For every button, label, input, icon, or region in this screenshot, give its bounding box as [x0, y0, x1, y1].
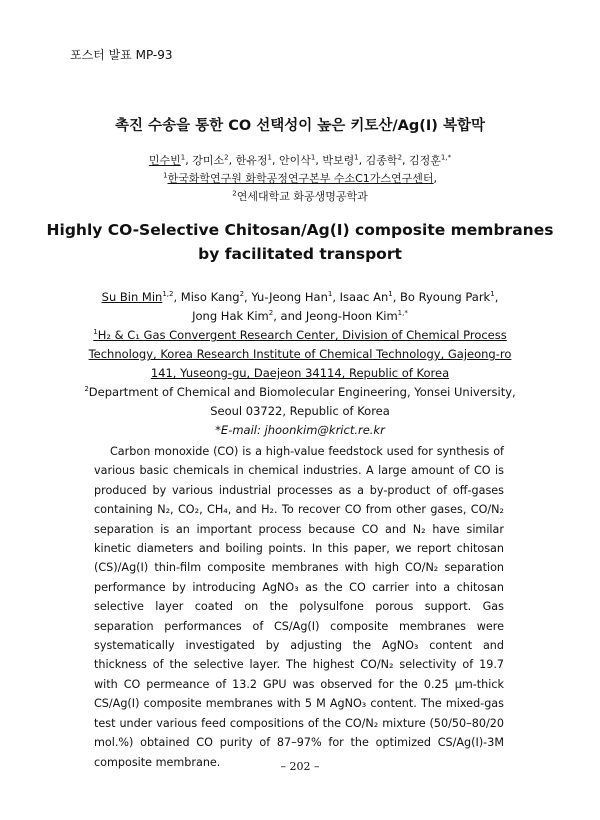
corresponding-email: *E-mail: jhoonkim@krict.re.kr: [215, 423, 385, 437]
english-authors-line-2: Jong Hak Kim$^2$, and Jeong-Hoon Kim$^{1,*}$: [192, 309, 408, 323]
korean-author-sup: 1,*: [440, 153, 452, 162]
english-author-sup: 1,2: [162, 290, 174, 299]
english-author-sup: 2: [239, 290, 245, 299]
english-author-sup: 2: [268, 309, 274, 318]
english-aff1-sup: 1: [93, 328, 98, 337]
english-author-name: Bo Ryoung Park: [400, 290, 491, 304]
korean-author-name: 민수빈: [148, 154, 181, 167]
english-affiliation-1-line-2: Technology, Korea Research Institute of Chemical Technology, Gajeong-ro: [88, 347, 512, 361]
english-author-name: Isaac An: [339, 290, 389, 304]
korean-authors: 민수빈$^1$, 강미소$^2$, 한유정$^1$, 안이삭$^1$, 박보령$^1$, 김종학$^2$, 김정훈$^{1,*}$: [148, 153, 452, 167]
english-author-sup: 1,*: [397, 309, 408, 318]
english-author-name: Su Bin Min: [101, 290, 163, 304]
english-affiliation-1-line-3: 141, Yuseong-gu, Daejeon 34114, Republic of Korea: [150, 366, 450, 380]
korean-author-name: 박보령: [322, 154, 355, 167]
english-author-name: Jeong-Hoon Kim: [305, 309, 398, 323]
english-author-sup: 1: [490, 290, 495, 299]
korean-author-name: 김종학: [365, 154, 398, 167]
english-affiliation-2-line-2: Seoul 03722, Republic of Korea: [210, 404, 390, 418]
korean-author-sup: 1: [310, 153, 316, 162]
korean-aff1-sup: 1: [162, 171, 168, 180]
session-label: 포스터 발표 MP-93: [70, 48, 173, 62]
korean-aff1-text: 한국화학연구원 화학공정연구본부 수소C1가스연구센터: [167, 172, 434, 185]
korean-author-name: 강미소: [192, 154, 225, 167]
korean-author-name: 한유정: [235, 154, 268, 167]
korean-author-block: [0, 152, 600, 206]
english-title-line-1: Highly CO-Selective Chitosan/Ag(I) composite membranes: [46, 221, 554, 239]
korean-author-sup: 1: [180, 153, 186, 162]
english-author-block: [70, 288, 530, 440]
korean-author-sup: 1: [267, 153, 272, 162]
korean-author-sup: 2: [397, 153, 403, 162]
korean-author-sup: 2: [224, 153, 229, 162]
korean-author-name: 김정훈: [409, 154, 441, 167]
english-author-name: Yu-Jeong Han: [251, 290, 328, 304]
english-author-sup: 1: [388, 290, 393, 299]
abstract: [94, 442, 504, 772]
korean-author-name: 안이삭: [278, 154, 311, 167]
english-aff2-text: Department of Chemical and Biomolecular Engineering, Yonsei University,: [88, 385, 516, 399]
english-aff2-sup: 2: [84, 385, 89, 394]
english-affiliation-1-line-1: [70, 326, 530, 345]
korean-title: 촉진 수송을 통한 CO 선택성이 높은 키토산/Ag(I) 복합막: [115, 118, 485, 134]
abstract-paragraph: Carbon monoxide (CO) is a high-value feedstock used for synthesis of various basic chemicals in chemical industries. A large amount of CO is produced by various industrial processes as a by-product of off-gases containing N₂, CO₂, CH₄, and H₂. To recover CO from other gases, CO/N₂ separation is an important process because CO and N₂ have similar kinetic diameters and boiling points. In this paper, we report chitosan (CS)/Ag(I) thin-film composite membranes with high CO/N₂ separation performance by introducing AgNO₃ as the CO carrier into a chitosan selective layer coated on the polysulfone porous support. Gas separation performances of CS/Ag(I) composite membranes were systematically investigated by adjusting the AgNO₃ content and thickness of the selective layer. The highest CO/N₂ selectivity of 19.7 with CO permeance of 13.2 GPU was observed for the 0.25 μm-thick CS/Ag(I) composite membranes with 5 M AgNO₃ content. The mixed-gas test under various feed compositions of the CO/N₂ mixture (50/50–80/20 mol.%) obtained CO purity of 87–97% for the optimized CS/Ag(I)-3M composite membrane.: [94, 445, 504, 769]
page-number: – 202 –: [280, 760, 320, 773]
english-author-name: Jong Hak Kim: [192, 309, 269, 323]
korean-aff2-text: 연세대학교 화공생명공학과: [236, 190, 368, 203]
english-aff1-text: H₂ & C₁ Gas Convergent Research Center, Division of Chemical Process: [97, 328, 507, 342]
english-title-line-2: by facilitated transport: [198, 245, 402, 263]
korean-aff2-sup: 2: [232, 189, 237, 198]
korean-affiliation-2: [0, 188, 600, 206]
english-authors-line-1: Su Bin Min$^{1,2}$, Miso Kang$^2$, Yu-Jeong Han$^1$, Isaac An$^1$, Bo Ryoung Park$^1$,: [101, 290, 499, 304]
korean-author-sup: 1: [354, 153, 359, 162]
english-affiliation-2-line-1: [70, 383, 530, 402]
english-author-sup: 1: [327, 290, 333, 299]
english-author-name: Miso Kang: [180, 290, 240, 304]
english-title: [0, 218, 600, 266]
korean-affiliation-1: $^1$한국화학연구원 화학공정연구본부 수소C1가스연구센터,: [162, 171, 438, 185]
